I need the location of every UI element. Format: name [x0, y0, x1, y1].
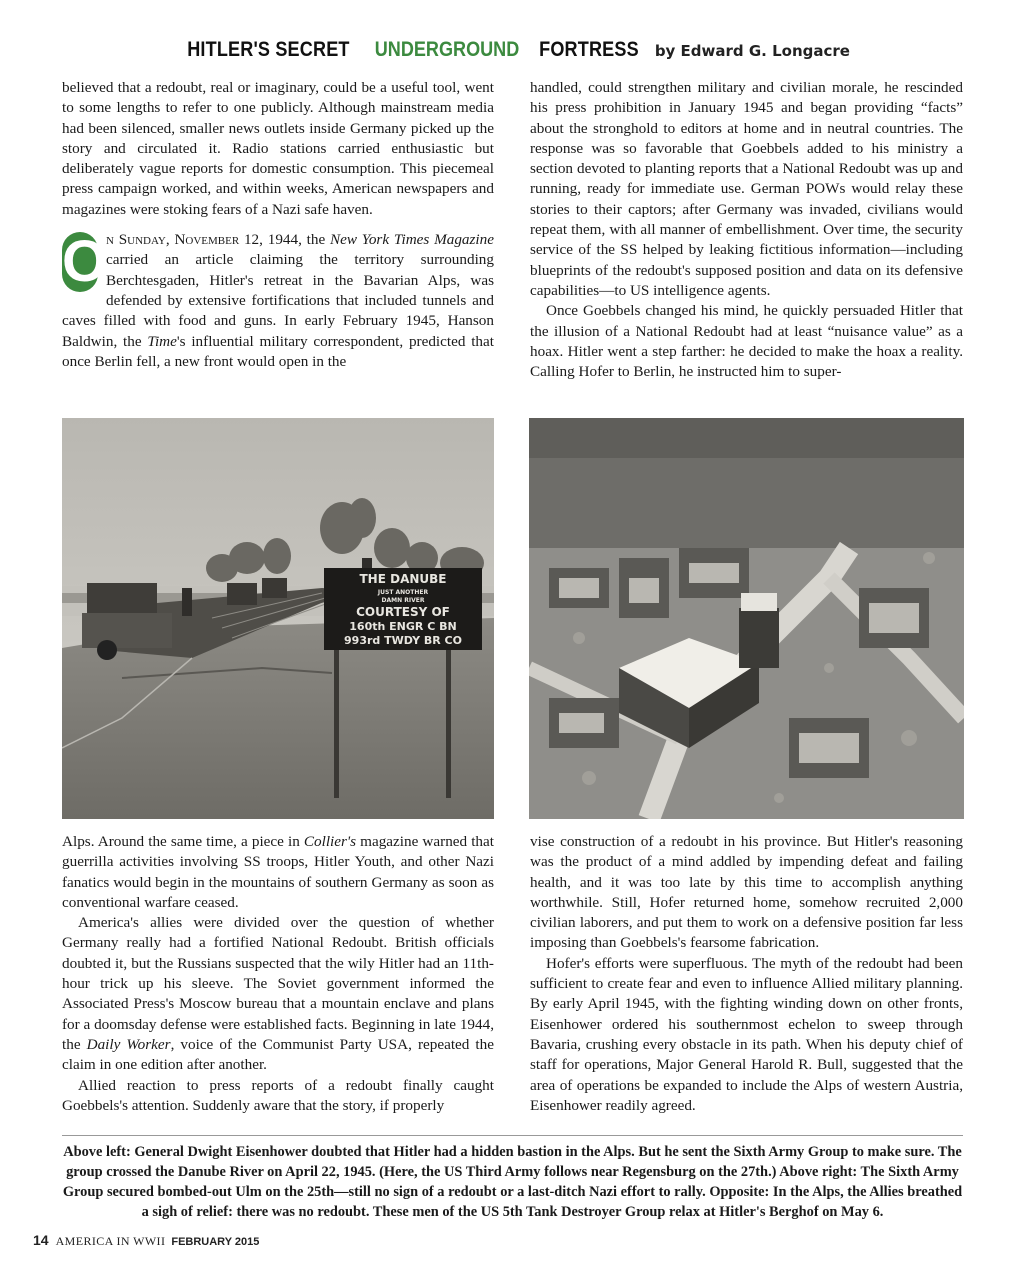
right-column-bottom: [530, 832, 963, 1116]
paragraph: Allied reaction to press reports of a redoubt finally caught Goebbels's attention. Suddenly aware that the story, if properly: [62, 1076, 494, 1114]
paragraph: believed that a redoubt, real or imaginary, could be a useful tool, went to some lengths to refer to one publicly. Although mainstream media had been silenced, smaller news outlets inside Germany picked up the story and circulated it. Radio stations carried enthusiastic but deliberately vague reports for domestic consumption. This piecemeal press campaign worked, and within weeks, American newspapers and magazines were stoking fears of a Nazi safe haven.: [62, 79, 494, 218]
text-run: America's allies were divided over the question of whether Germany really had a fortified National Redoubt. British officials doubted it, but the Russians suspected that the wily Hitler had an 11th-hour trick up his sleeve. The Soviet government informed the Associated Press's Moscow bureau that a mountain enclave and plans for a doomsday defense were established facts. Beginning in late 1944, the: [62, 914, 494, 1053]
lead-in: n Sunday, November 12, 1944,: [106, 231, 302, 249]
caption-divider: [62, 1135, 963, 1136]
italic-title: Time: [147, 332, 177, 350]
text-run: carried an article claiming the territory surrounding Berchtesgaden, Hitler's retreat in the Bavarian Alps, was defended by extensive fortifications that included tunnels and caves filled with food and guns. In early February 1945, Hanson Baldwin, the: [62, 251, 494, 350]
right-column-top: [530, 78, 963, 382]
text-run: the: [301, 231, 331, 249]
left-column-top: [62, 78, 494, 372]
text-run: magazine warned that guerrilla activities involving SS troops, Hitler Youth, and other Nazi fanatics would begin in the mountains of southern Germany as soon as conventional warfare ceased.: [62, 833, 494, 911]
paragraph: [62, 832, 494, 913]
paragraph: handled, could strengthen military and civilian morale, he rescinded his press prohibition in January 1945 and began providing “facts” about the stronghold to editors at home and in neutral countries. The response was so favorable that Goebbels added to his ministry a section devoted to planting reports that a National Redoubt was up and running, ready for immediate use. German POWs would relay these stories to their captors; after Germany was invaded, civilians would repeat them, with all manner of embellishment. Over time, the security service of the SS helped by leaking fictitious information—including blueprints of the redoubt's supposed position and data on its defensive capabilities—to US intelligence agents.: [530, 79, 963, 299]
sign-text: DAMN RIVER: [381, 597, 425, 604]
dropcap: O: [62, 229, 108, 295]
sign-text: JUST ANOTHER: [377, 589, 429, 596]
paragraph: [62, 913, 494, 1075]
bombed-ulm-photo: [529, 418, 964, 819]
italic-title: New York Times Magazine: [330, 231, 494, 249]
paragraph: [62, 230, 494, 372]
title-part-1: HITLER'S SECRET: [187, 38, 350, 61]
danube-photo-drawing: [62, 418, 494, 819]
page-number: 14: [33, 1232, 49, 1248]
italic-title: Daily Worker: [86, 1035, 171, 1053]
sign-text: COURTESY OF: [356, 605, 450, 619]
photo-caption: Above left: General Dwight Eisenhower doubted that Hitler had a hidden bastion in the Alps. But he sent the Sixth Army Group to make sure. The group crossed the Danube River on April 22, 1945. (Here, the US Third Army follows near Regensburg on the 27th.) Above right: The Sixth Army Group secured bombed-out Ulm on the 25th—still no sign of a redoubt or a last-ditch Nazi effort to rally. Opposite: In the Alps, the Allies breathed a sigh of relief: there was no redoubt. These men of the US 5th Tank Destroyer Group relax at Hitler's Berghof on May 6.: [62, 1144, 963, 1220]
article-header: [0, 38, 1024, 70]
paragraph: Hofer's efforts were superfluous. The myth of the redoubt had been sufficient to create fear and even to influence Allied military planning. By early April 1945, with the fighting winding down on other fronts, Eisenhower ordered his southernmost echelon to sweep through Bavaria, crushing every obstacle in its path. When his deputy chief of staff for operations, Major General Harold R. Bull, suggested that the area of operations be expanded to include the Alps of western Austria, Eisenhower readily agreed.: [530, 954, 963, 1114]
text-run: 's influential military correspondent, predicted that once Berlin fell, a new front would open in the: [62, 332, 494, 370]
issue-date: FEBRUARY 2015: [171, 1236, 260, 1248]
ulm-photo-drawing: [529, 418, 964, 819]
byline: by Edward G. Longacre: [654, 42, 850, 60]
sign-text: 993rd TWDY BR CO: [344, 634, 462, 647]
sign-text: THE DANUBE: [359, 572, 447, 586]
title-part-2: UNDERGROUND: [374, 38, 520, 61]
sign-text: 160th ENGR C BN: [349, 620, 457, 633]
danube-crossing-photo: [62, 418, 494, 819]
paragraph: Once Goebbels changed his mind, he quickly persuaded Hitler that the illusion of a National Redoubt had at least “nuisance value” as a hoax. Hitler went a step farther: he decided to make the hoax a reality. Calling Hofer to Berlin, he instructed him to super-: [530, 302, 963, 381]
page-footer: [33, 1232, 259, 1249]
magazine-name: AMERICA IN WWII: [55, 1234, 166, 1248]
text-run: Alps. Around the same time, a piece in: [62, 833, 304, 850]
text-run: , voice of the Communist Party USA, repeated the claim in one edition after another.: [62, 1035, 494, 1074]
title-part-3: FORTRESS: [538, 38, 639, 61]
paragraph: vise construction of a redoubt in his province. But Hitler's reasoning was the product of a mind addled by impending defeat and failing health, and it was too late by this time to accomplish anything worthwhile. Still, Hofer returned home, somehow recruited 2,000 civilian laborers, and put them to work on a defensive position far less imposing than Goebbels's fearsome fabrication.: [530, 833, 963, 952]
italic-title: Collier's: [303, 833, 357, 850]
left-column-bottom: [62, 832, 494, 1116]
